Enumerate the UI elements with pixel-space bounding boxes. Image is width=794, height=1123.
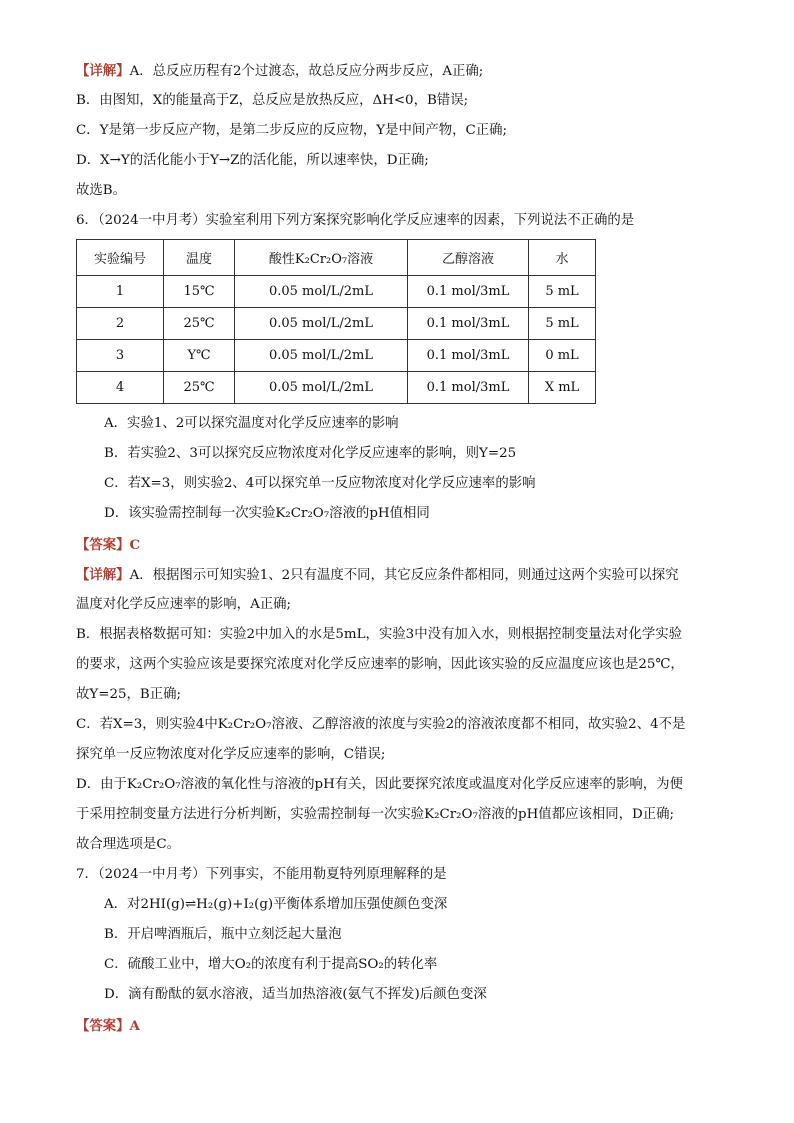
- q6-explain-a1: 【详解】A．根据图示可知实验1、2只有温度不同，其它反应条件都相同，则通过这两个实验可以探究: [76, 567, 679, 583]
- explain1-a: 【详解】A．总反应历程有2个过渡态，故总反应分两步反应，A正确;: [76, 63, 484, 79]
- q6-explain-b1: B．根据表格数据可知：实验2中加入的水是5mL，实验3中没有加入水，则根据控制变量法对化学实验: [76, 627, 683, 642]
- q6-option-b: B．若实验2、3可以探究反应物浓度对化学反应速率的影响，则Y=25: [104, 446, 517, 461]
- table-cell: 25℃: [164, 372, 235, 404]
- table-header-row: [77, 240, 596, 276]
- table-cell: 0.05 mol/L/2mL: [235, 308, 408, 340]
- q6-explain-b3: 故Y=25，B正确;: [76, 687, 182, 702]
- q7-answer: 【答案】A: [76, 1018, 140, 1034]
- q7-stem: 7．（2024一中月考）下列事实，不能用勒夏特列原理解释的是: [76, 867, 447, 882]
- q6-option-d: D．该实验需控制每一次实验K₂Cr₂O₇溶液的pH值相同: [104, 506, 430, 521]
- table-cell: 0.1 mol/3mL: [408, 372, 529, 404]
- table-cell: 2: [77, 308, 164, 340]
- table-cell: 0.1 mol/3mL: [408, 276, 529, 308]
- table-row: [77, 372, 596, 404]
- table-cell: 0.1 mol/3mL: [408, 340, 529, 372]
- table-row: [77, 308, 596, 340]
- table-cell: 1: [77, 276, 164, 308]
- explain1-b: B．由图知，X的能量高于Z，总反应是放热反应，ΔH<0，B错误;: [76, 93, 469, 108]
- q7-option-c: C．硫酸工业中，增大O₂的浓度有利于提高SO₂的转化率: [104, 957, 438, 972]
- q6-explain-c1: C．若X=3，则实验4中K₂Cr₂O₇溶液、乙醇溶液的浓度与实验2的溶液浓度都不相同，故实验2、4不是: [76, 717, 686, 732]
- header-cell: 实验编号: [77, 240, 164, 276]
- explain-tag: 【详解】: [76, 63, 130, 79]
- table-cell: 3: [77, 340, 164, 372]
- table-cell: 4: [77, 372, 164, 404]
- table-cell: 5 mL: [529, 308, 596, 340]
- table-cell: 0.05 mol/L/2mL: [235, 372, 408, 404]
- header-cell: 乙醇溶液: [408, 240, 529, 276]
- q6-explain-c2: 探究单一反应物浓度对化学反应速率的影响，C错误;: [76, 747, 386, 762]
- q6-explain-a2: 温度对化学反应速率的影响，A正确;: [76, 597, 292, 612]
- header-cell: 温度: [164, 240, 235, 276]
- q6-explain-b2: 的要求，这两个实验应该是要探究浓度对化学反应速率的影响，因此该实验的反应温度应该也是25℃，: [76, 657, 684, 672]
- table-cell: 0.05 mol/L/2mL: [235, 276, 408, 308]
- q6-explain-conclusion: 故合理选项是C。: [76, 837, 180, 852]
- q7-option-a: A．对2HI(g)⇌H₂(g)+I₂(g)平衡体系增加压强使颜色变深: [104, 897, 448, 912]
- explain-tag: 【详解】: [76, 567, 130, 583]
- q7-option-d: D．滴有酚酞的氨水溶液，适当加热溶液(氨气不挥发)后颜色变深: [104, 987, 487, 1002]
- q6-option-a: A．实验1、2可以探究温度对化学反应速率的影响: [104, 416, 399, 431]
- explain1-c: C．Y是第一步反应产物，是第二步反应的反应物，Y是中间产物，C正确;: [76, 123, 508, 138]
- table-cell: 5 mL: [529, 276, 596, 308]
- explain1-d: D．X→Y的活化能小于Y→Z的活化能，所以速率快，D正确;: [76, 153, 429, 168]
- table-cell: X mL: [529, 372, 596, 404]
- table-row: [77, 276, 596, 308]
- q6-explain-d1: D．由于K₂Cr₂O₇溶液的氧化性与溶液的pH有关，因此要探究浓度或温度对化学反应速率的影响，为便: [76, 777, 683, 792]
- table-cell: 0 mL: [529, 340, 596, 372]
- table-row: [77, 340, 596, 372]
- table-cell: 15℃: [164, 276, 235, 308]
- q6-option-c: C．若X=3，则实验2、4可以探究单一反应物浓度对化学反应速率的影响: [104, 476, 536, 491]
- table-cell: 0.1 mol/3mL: [408, 308, 529, 340]
- table-cell: Y℃: [164, 340, 235, 372]
- header-cell: 酸性K₂Cr₂O₇溶液: [235, 240, 408, 276]
- q6-explain-d2: 于采用控制变量方法进行分析判断，实验需控制每一次实验K₂Cr₂O₇溶液的pH值都应该相同，D正确;: [76, 807, 675, 822]
- q7-option-b: B．开启啤酒瓶后，瓶中立刻泛起大量泡: [104, 927, 342, 942]
- q6-answer: 【答案】C: [76, 537, 141, 553]
- table-cell: 0.05 mol/L/2mL: [235, 340, 408, 372]
- experiment-table: [76, 239, 596, 404]
- q6-stem: 6．（2024一中月考）实验室利用下列方案探究影响化学反应速率的因素，下列说法不正确的是: [76, 213, 635, 228]
- explain1-conclusion: 故选B。: [76, 183, 127, 198]
- table-cell: 25℃: [164, 308, 235, 340]
- header-cell: 水: [529, 240, 596, 276]
